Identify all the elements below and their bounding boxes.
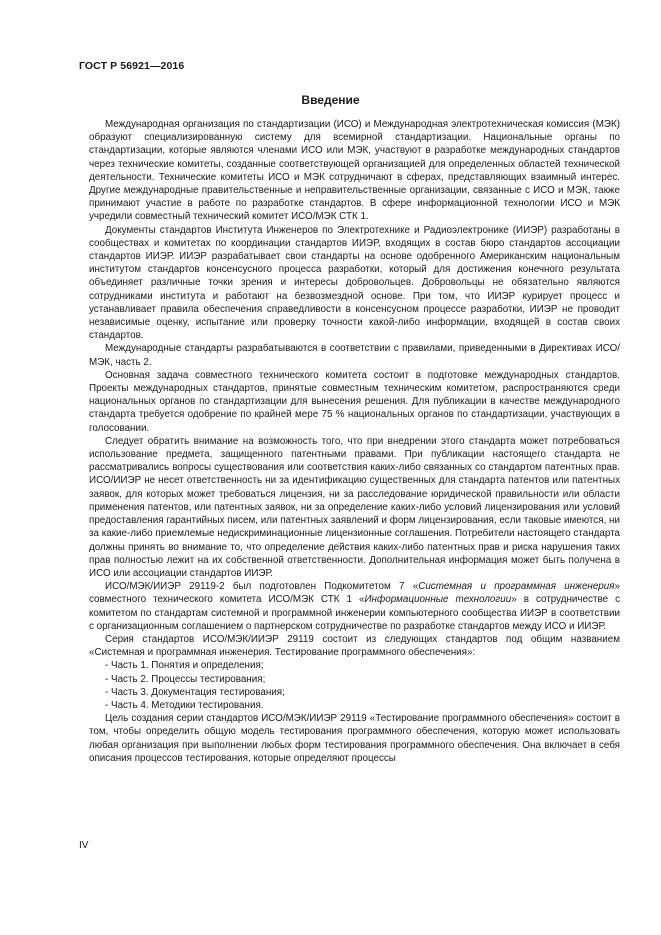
subcommittee-name: Системная и программная инженерия [418, 581, 615, 593]
text-run: » в сотрудничестве с комитетом по стандартам системной и программной инженерии компьютерного сообщества ИИЭР в соответствии с организационным соглашением о партнерском сотрудничестве по разработке стандартов между ИСО и ИИЭР. [89, 594, 621, 632]
list-item: - Часть 3. Документация тестирования; [105, 686, 285, 698]
paragraph: Цель создания серии стандартов ИСО/МЭК/ИИЭР 29119 «Тестирование программного обеспечения» состоит в том, чтобы определить общую модель тестирования программного обеспечения, которую может использовать любая организация при выполнении любых форм тестирования программного обеспечения. Она включает в себя описания процессов тестирования, которые определяют процессы [89, 713, 620, 764]
list-item: - Часть 1. Понятия и определения; [105, 660, 264, 672]
paragraph: Основная задача совместного технического комитета состоит в подготовке международных стандартов. Проекты международных стандартов, принятые совместным техническим комитетом, распространяются среди национальных органов по стандартизации для вынесения решения. Для публикации в качестве международного стандарта требуется одобрение по крайней мере 75 % национальных органов по стандартизации, участвующих в голосовании. [89, 369, 620, 434]
paragraph: Документы стандартов Института Инженеров по Электротехнике и Радиоэлектронике (ИИЭР) разработаны в сообществах и комитетах по координации стандартов ИИЭР, входящих в состав бюро стандартов ассоциации стандартов ИИЭР. ИИЭР разрабатывает свои стандарты на основе одобренного Американским национальным институтом стандартов консенсусного процесса разработки, который для достижения конечного результата объединяет различные точки зрения и интересы добровольцев. Добровольцы не обязательно являются сотрудниками института и работают на безвозмездной основе. При том, что ИИЭР курирует процесс и устанавливает правила обеспечения справедливости в консенсусном процессе разработки, ИИЭР не проводит независимые оценку, испытание или проверку точности какой-либо информации, входящей в состав своих стандартов. [89, 224, 620, 342]
paragraph [89, 580, 620, 633]
section-title: Введение [301, 93, 360, 107]
list-item: - Часть 4. Методики тестирования. [105, 699, 264, 711]
paragraph: Международные стандарты разрабатываются в соответствии с правилами, приведенными в Директивах ИСО/МЭК, часть 2. [89, 343, 620, 368]
paragraph: Следует обратить внимание на возможность того, что при внедрении этого стандарта может потребоваться использование предмета, защищенного патентными правами. При публикации настоящего стандарта не рассматривались вопросы существования или соответствия каких-либо связанных со стандартом патентных прав. ИСО/ИИЭР не несет ответственность ни за идентификацию существенных для стандарта патентов или патентных заявок, для которых может требоваться лицензия, ни за расследование юридической правильности или области применения патентов, или патентных заявок, ни за определение каких-либо условий лицензирования или условий предоставления гарантийных писем, или патентных заявлений и форм лицензирования, если таковые имеются, ни за какие-либо приемлемые недискриминационные лицензионные соглашения. Потребители настоящего стандарта должны принять во внимание то, что определение действия каких-либо патентных прав и риска нарушения таких прав полностью лежит на их собственной ответственности. Дополнительная информация может быть получена в ИСО или ассоциации стандартов ИИЭР. [89, 435, 620, 579]
body-text [89, 118, 620, 765]
page-number: IV [79, 840, 89, 851]
text-run: ИСО/МЭК/ИИЭР 29119-2 был подготовлен Подкомитетом 7 « [105, 581, 419, 593]
text-run: » совместного технического комитета ИСО/МЭК СТК 1 « [89, 581, 620, 606]
paragraph: Серия стандартов ИСО/МЭК/ИИЭР 29119 состоит из следующих стандартов под общим названием «Системная и программная инженерия. Тестирование программного обеспечения»: [89, 633, 620, 659]
paragraph: Международная организация по стандартизации (ИСО) и Международная электротехническая комиссия (МЭК) образуют специализированную систему для всемирной стандартизации. Национальные органы по стандартизации, которые являются членами ИСО или МЭК, участвуют в разработке международных стандартов через технические комитеты, созданные соответствующей организацией для определенных областей технической деятельности. Технические комитеты ИСО и МЭК сотрудничают в сферах, представляющих взаимный интерес. Другие международные правительственные и неправительственные организации, связанные с ИСО и МЭК, также принимают участие в работе по разработке стандартов. В сфере информационной технологии ИСО и МЭК учредили совместный технический комитет ИСО/МЭК СТК 1. [89, 119, 620, 223]
standard-header: ГОСТ Р 56921—2016 [79, 60, 185, 72]
list-item: - Часть 2. Процессы тестирования; [105, 673, 266, 685]
committee-name: Информационные технологии [364, 594, 512, 606]
